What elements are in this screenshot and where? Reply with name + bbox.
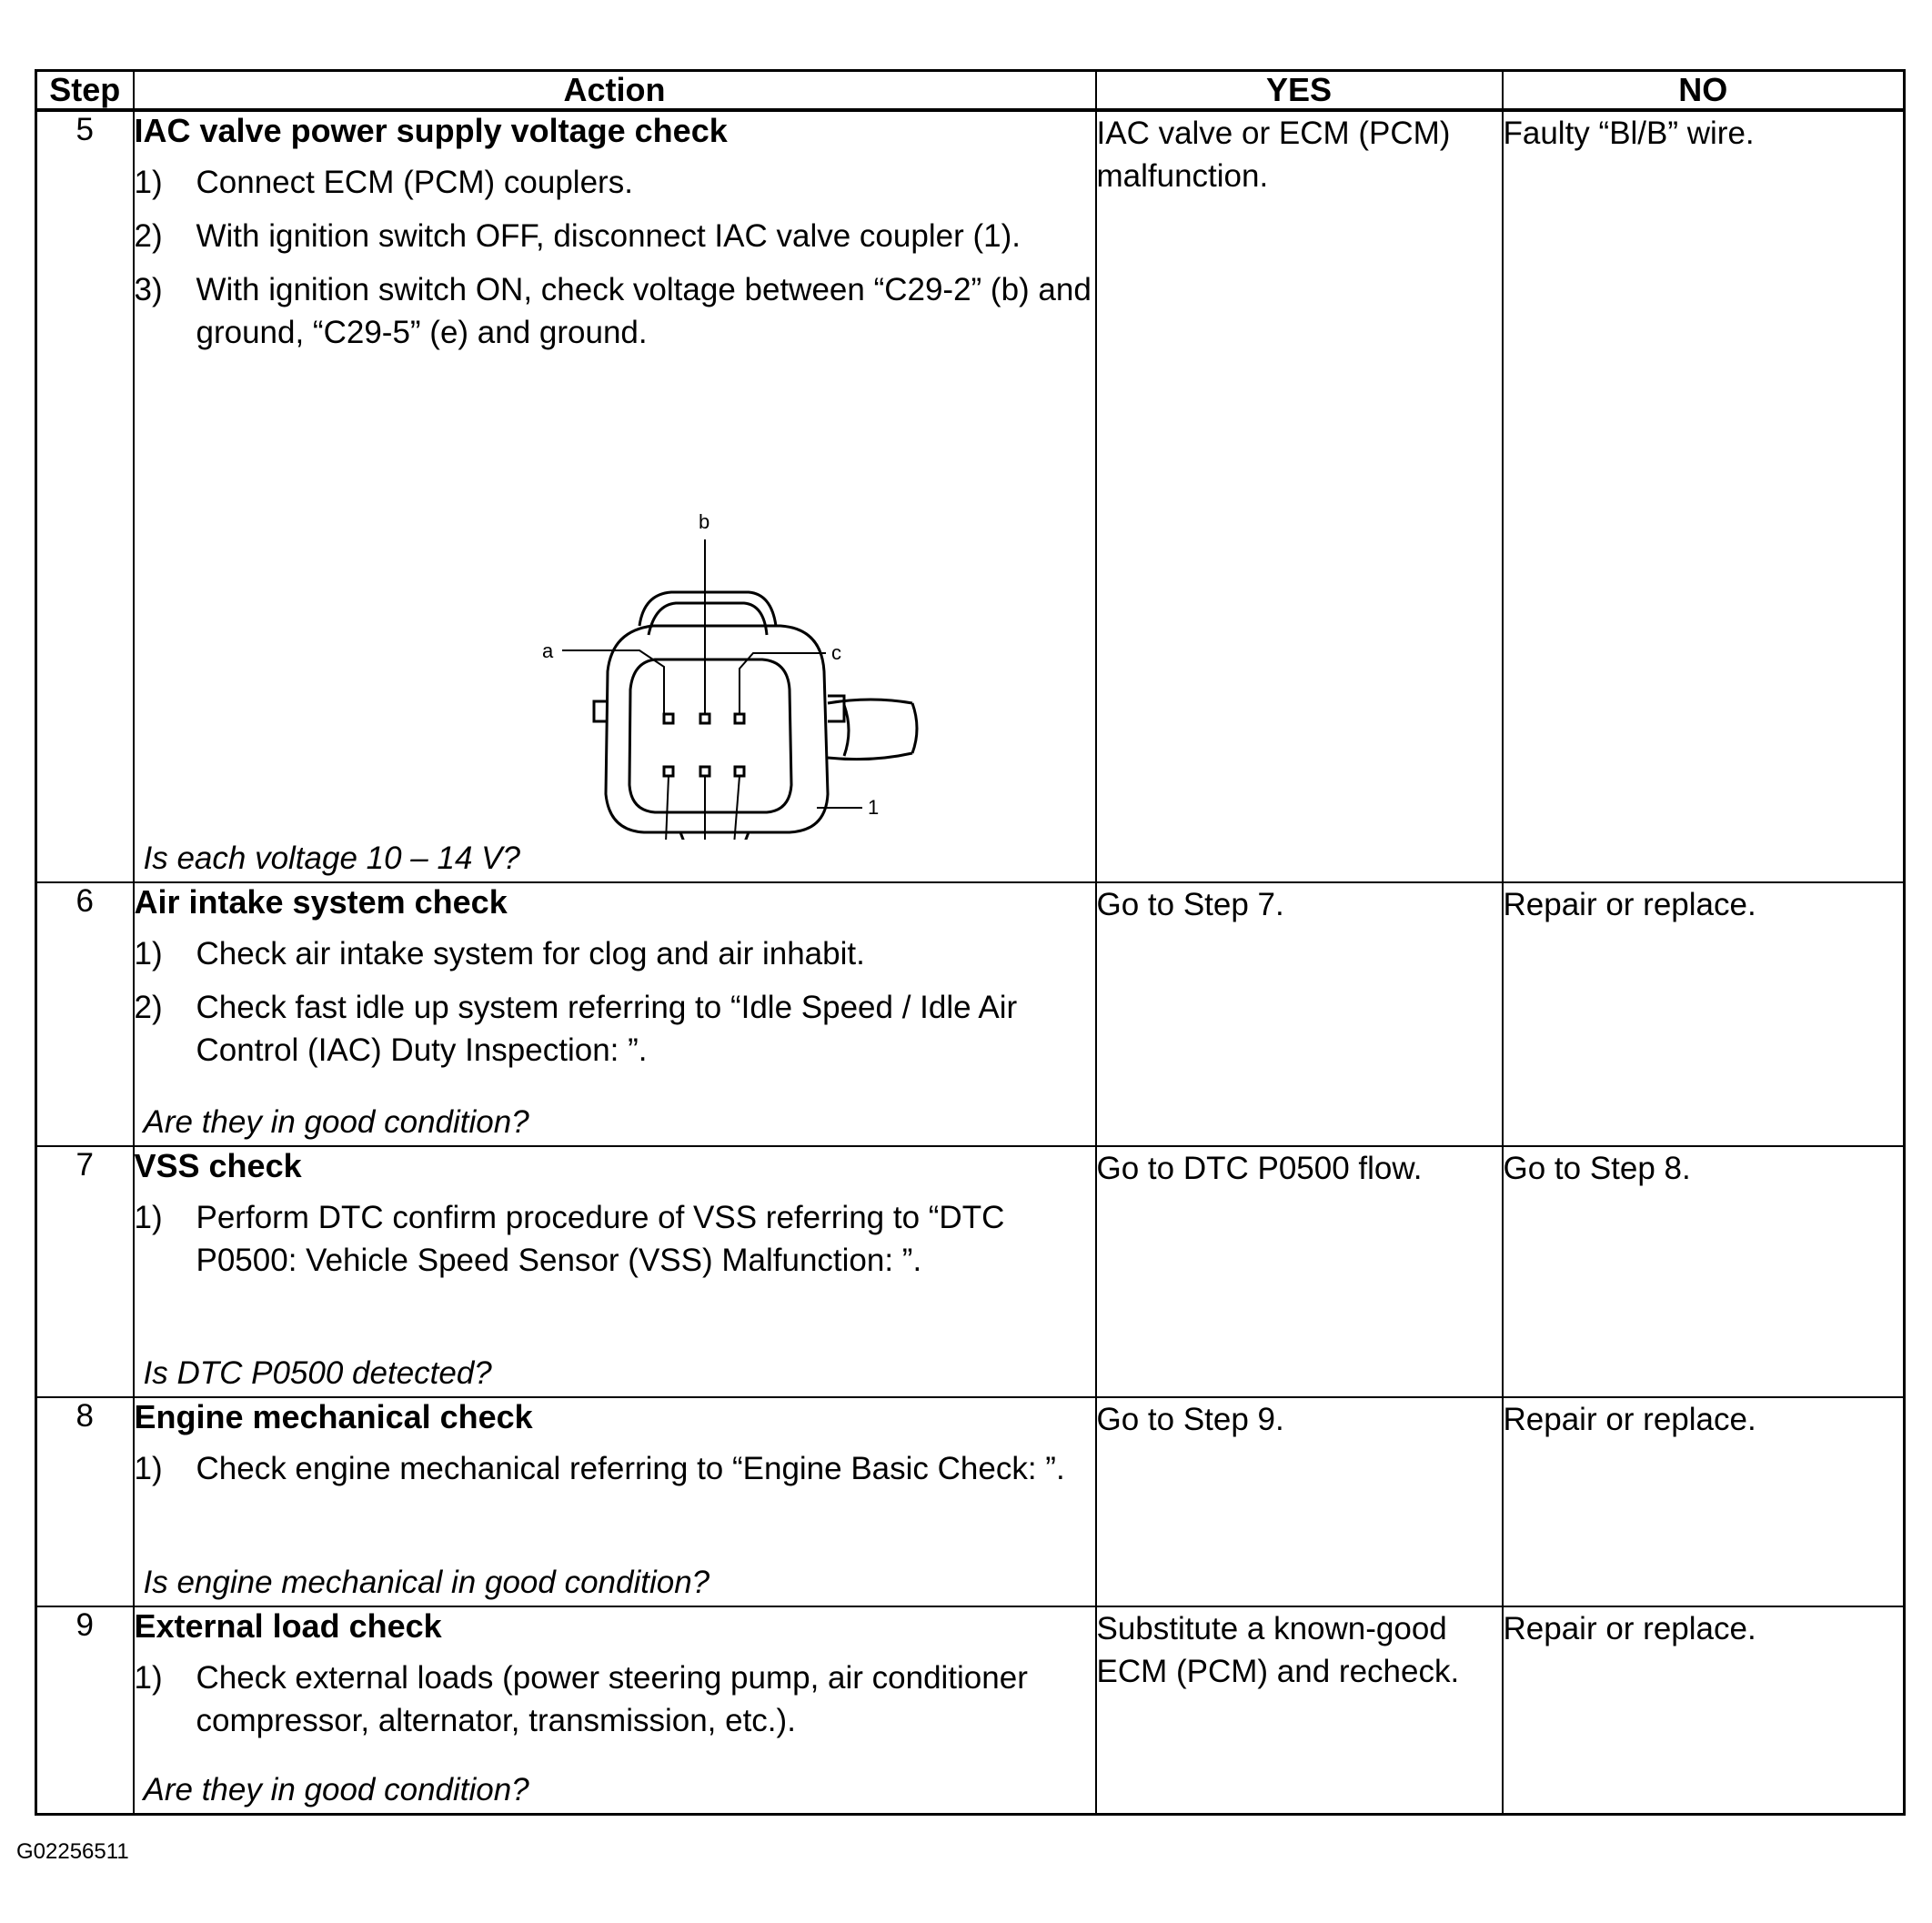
action-cell xyxy=(134,882,1096,1146)
action-steps xyxy=(135,1447,1095,1490)
procedure-table xyxy=(35,69,1906,1816)
action-question: Is each voltage 10 – 14 V? xyxy=(143,841,520,876)
header-yes: YES xyxy=(1096,71,1503,111)
item-number: 1) xyxy=(134,1660,163,1696)
action-steps xyxy=(135,1196,1095,1282)
item-number: 1) xyxy=(134,1200,163,1235)
header-action: Action xyxy=(134,71,1096,111)
item-text: With ignition switch OFF, disconnect IAC valve coupler (1). xyxy=(196,218,1021,254)
item-text: Check air intake system for clog and air inhabit. xyxy=(196,936,865,972)
action-steps xyxy=(135,1656,1095,1742)
item-text: Check engine mechanical referring to “Engine Basic Check: ”. xyxy=(196,1451,1065,1486)
action-title: IAC valve power supply voltage check xyxy=(134,112,728,149)
figure-id: G02256511 xyxy=(16,1839,129,1864)
item-number: 1) xyxy=(134,165,163,200)
list-item xyxy=(135,1656,1095,1742)
item-number: 2) xyxy=(134,990,163,1025)
item-number: 1) xyxy=(134,1451,163,1486)
diagram-label-1: 1 xyxy=(867,796,879,819)
action-title: Engine mechanical check xyxy=(134,1398,533,1435)
list-item xyxy=(135,215,1095,257)
table-row xyxy=(36,1146,1905,1397)
table-row xyxy=(36,882,1905,1146)
item-number: 1) xyxy=(134,936,163,972)
list-item xyxy=(135,161,1095,204)
action-question: Is engine mechanical in good condition? xyxy=(143,1565,710,1600)
table-row xyxy=(36,110,1905,882)
action-question: Is DTC P0500 detected? xyxy=(143,1355,492,1391)
table-header-row xyxy=(36,71,1905,111)
action-steps xyxy=(135,161,1095,354)
yes-cell: IAC valve or ECM (PCM) malfunction. xyxy=(1096,110,1503,882)
item-text: With ignition switch ON, check voltage between “C29-2” (b) and ground, “C29-5” (e) and ground. xyxy=(196,272,1092,350)
yes-cell: Go to Step 9. xyxy=(1096,1397,1503,1606)
list-item xyxy=(135,268,1095,354)
header-step: Step xyxy=(36,71,134,111)
list-item xyxy=(135,932,1095,975)
action-question: Are they in good condition? xyxy=(143,1104,529,1140)
action-title: VSS check xyxy=(134,1147,302,1184)
coupler-drawing xyxy=(417,458,926,840)
action-steps xyxy=(135,932,1095,1072)
action-question: Are they in good condition? xyxy=(143,1772,529,1807)
diagram-label-c: c xyxy=(830,641,841,664)
iac-coupler-diagram xyxy=(417,458,926,840)
step-number: 6 xyxy=(36,882,134,1146)
item-number: 2) xyxy=(134,218,163,254)
yes-cell: Go to DTC P0500 flow. xyxy=(1096,1146,1503,1397)
diagram-label-a: a xyxy=(541,639,553,662)
no-cell: Repair or replace. xyxy=(1503,1606,1905,1815)
step-number: 9 xyxy=(36,1606,134,1815)
action-cell xyxy=(134,1606,1096,1815)
yes-cell: Go to Step 7. xyxy=(1096,882,1503,1146)
no-cell: Go to Step 8. xyxy=(1503,1146,1905,1397)
step-number: 8 xyxy=(36,1397,134,1606)
item-number: 3) xyxy=(134,272,163,307)
item-text: Perform DTC confirm procedure of VSS referring to “DTC P0500: Vehicle Speed Sensor (VSS) Malfunction: ”. xyxy=(196,1200,1005,1278)
action-title: External load check xyxy=(134,1607,442,1645)
item-text: Check fast idle up system referring to “Idle Speed / Idle Air Control (IAC) Duty Inspection: ”. xyxy=(196,990,1018,1068)
action-title: Air intake system check xyxy=(134,883,508,921)
no-cell: Repair or replace. xyxy=(1503,1397,1905,1606)
table-row xyxy=(36,1606,1905,1815)
header-no: NO xyxy=(1503,71,1905,111)
action-cell xyxy=(134,1397,1096,1606)
no-cell: Repair or replace. xyxy=(1503,882,1905,1146)
list-item xyxy=(135,1196,1095,1282)
list-item xyxy=(135,986,1095,1072)
action-cell xyxy=(134,110,1096,882)
item-text: Check external loads (power steering pump, air conditioner compressor, alternator, transmission, etc.). xyxy=(196,1660,1028,1738)
diagram-label-b: b xyxy=(698,510,709,533)
yes-cell: Substitute a known-good ECM (PCM) and recheck. xyxy=(1096,1606,1503,1815)
item-text: Connect ECM (PCM) couplers. xyxy=(196,165,633,200)
step-number: 5 xyxy=(36,110,134,882)
list-item xyxy=(135,1447,1095,1490)
action-cell xyxy=(134,1146,1096,1397)
step-number: 7 xyxy=(36,1146,134,1397)
no-cell: Faulty “Bl/B” wire. xyxy=(1503,110,1905,882)
table-row xyxy=(36,1397,1905,1606)
